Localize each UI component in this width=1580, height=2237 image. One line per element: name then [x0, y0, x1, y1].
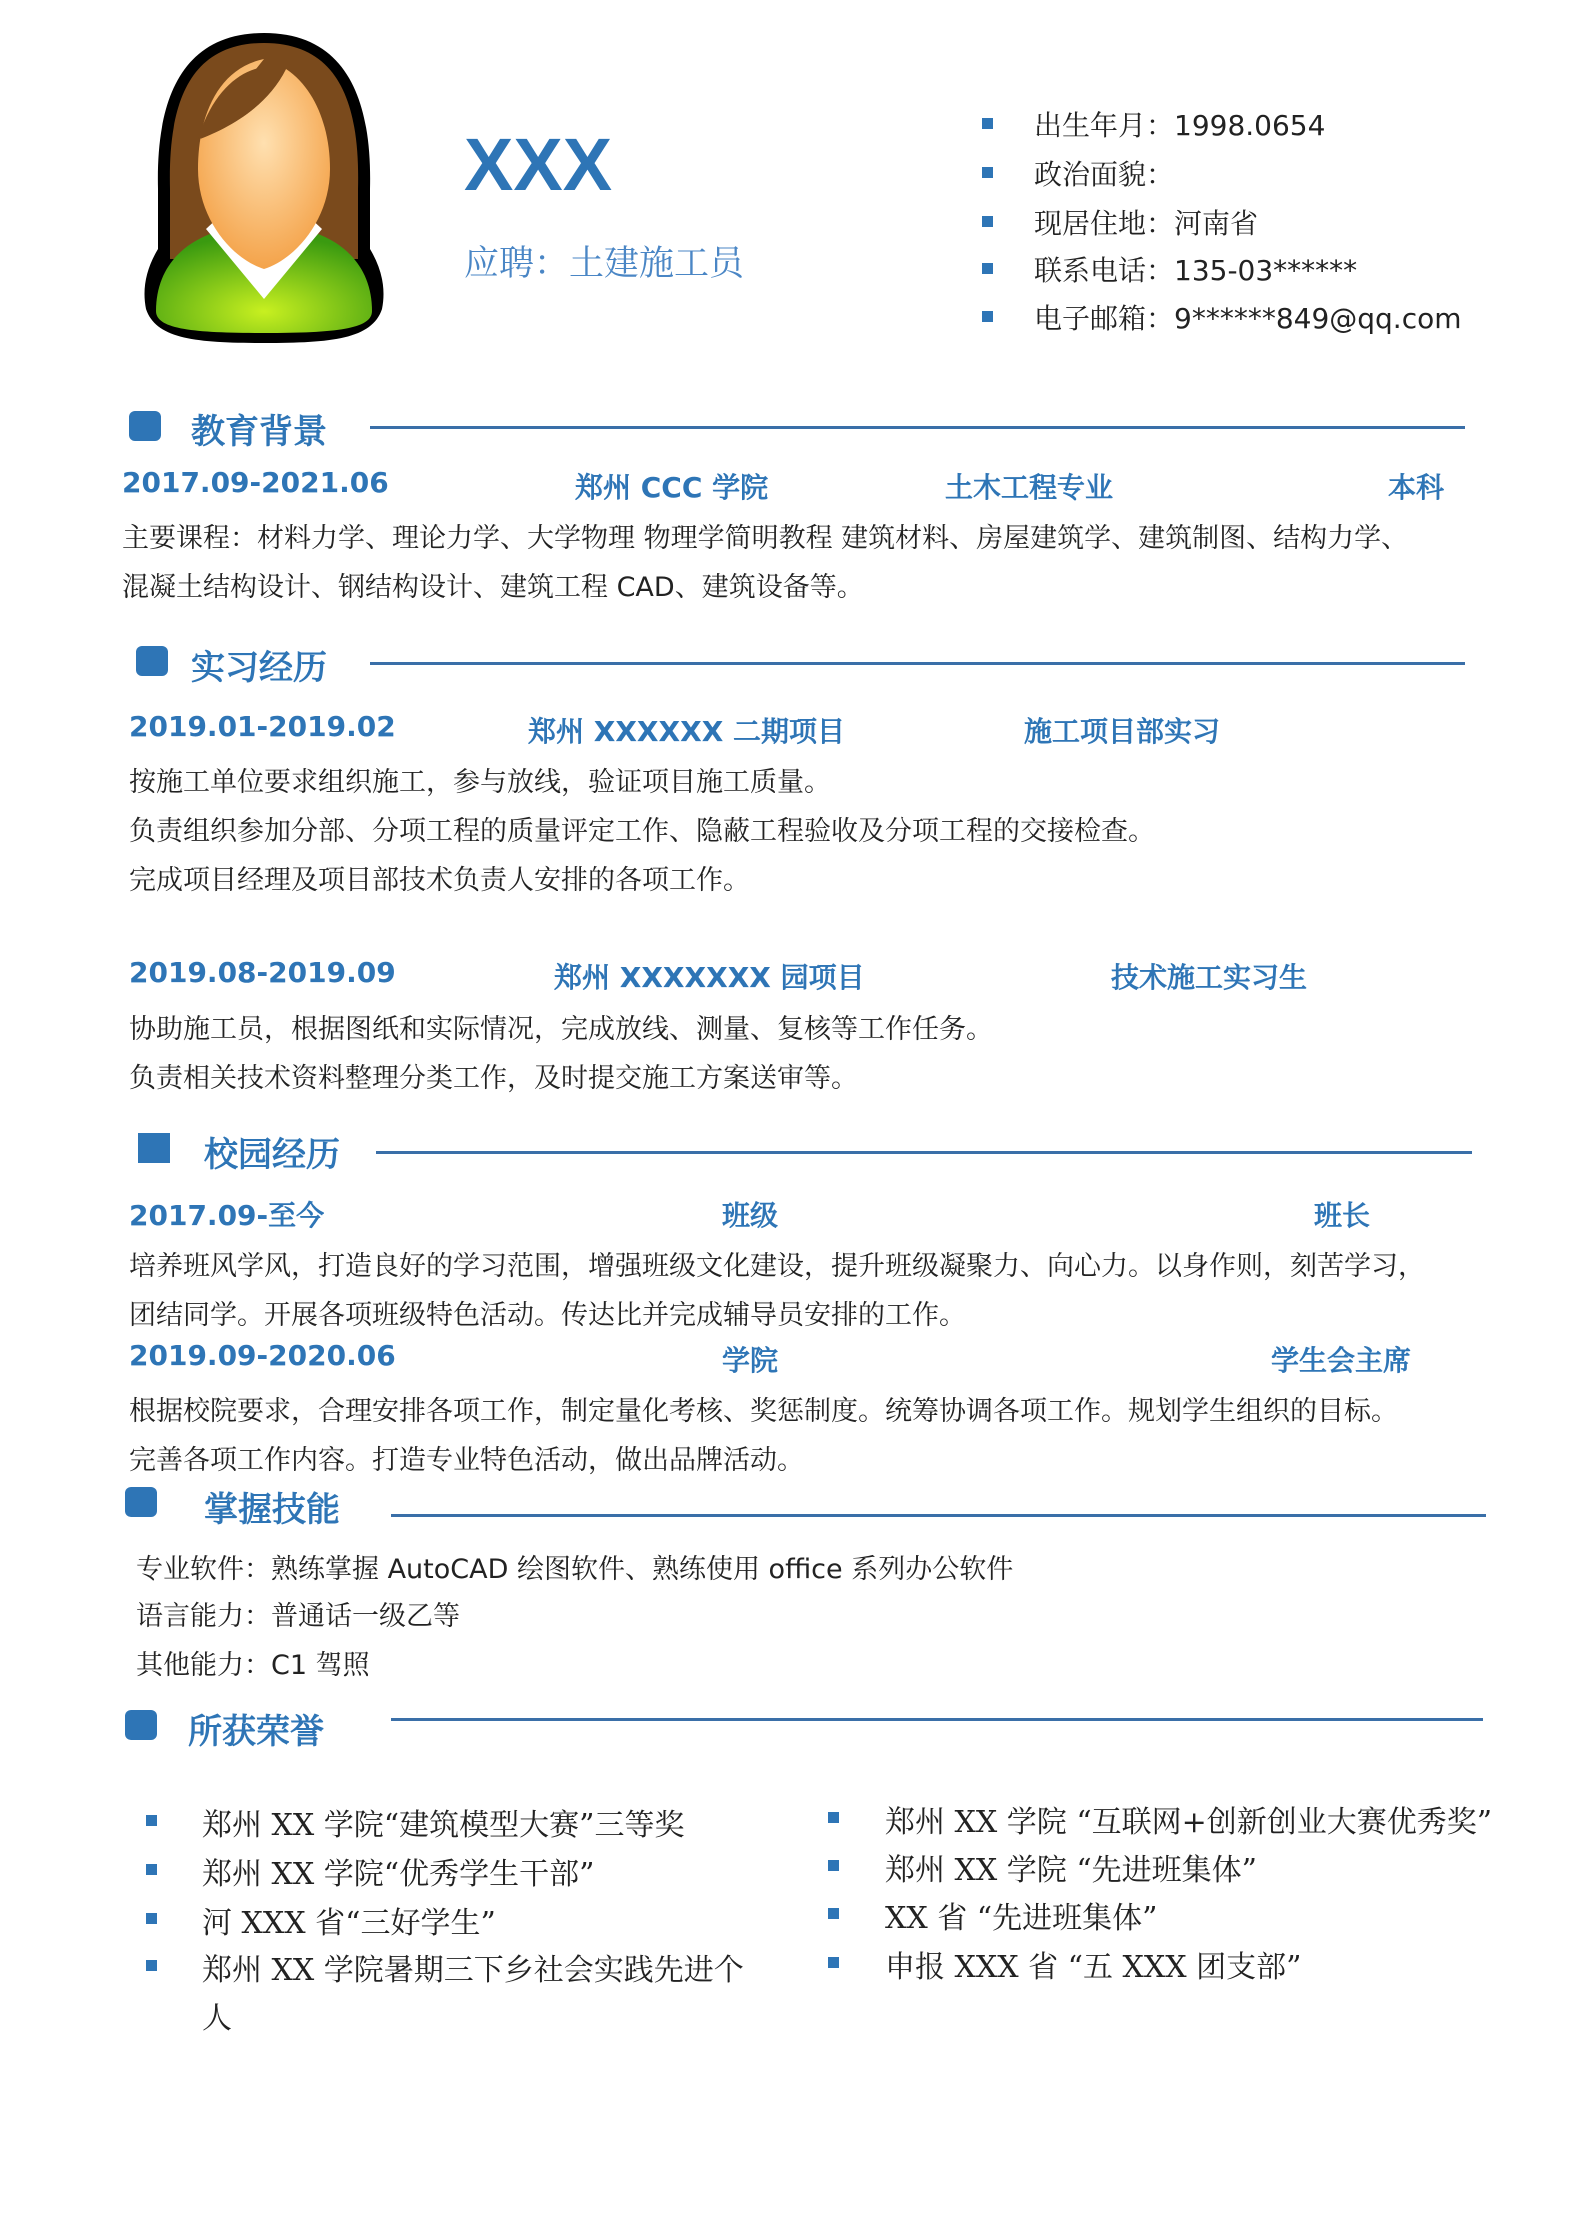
campus-line: 团结同学。开展各项班级特色活动。传达比并完成辅导员安排的工作。 — [129, 1300, 966, 1331]
divider — [391, 1514, 1486, 1517]
intern-role: 技术施工实习生 — [1111, 961, 1308, 994]
campus-date: 2019.09-2020.06 — [129, 1339, 396, 1372]
job-target: 应聘：土建施工员 — [464, 244, 745, 284]
bullet-icon — [828, 1812, 839, 1823]
edu-school: 郑州 CCC 学院 — [575, 471, 769, 504]
intern-date: 2019.08-2019.09 — [129, 956, 396, 989]
divider — [370, 662, 1465, 665]
intern-project: 郑州 XXXXXX 二期项目 — [528, 715, 846, 748]
bullet-icon — [146, 1913, 157, 1924]
honor-item: 河 XXX 省“三好学生” — [202, 1906, 496, 1941]
section-marker-icon — [136, 646, 168, 676]
intern-line: 完成项目经理及项目部技术负责人安排的各项工作。 — [129, 865, 750, 896]
honor-item-cont: 人 — [202, 2001, 232, 2036]
bullet-icon — [982, 118, 993, 129]
section-marker-icon — [129, 411, 161, 441]
edu-date: 2017.09-2021.06 — [122, 466, 389, 499]
info-politics: 政治面貌： — [1034, 158, 1175, 191]
section-marker-icon — [125, 1487, 157, 1517]
campus-line: 完善各项工作内容。打造专业特色活动，做出品牌活动。 — [129, 1445, 804, 1476]
campus-line: 培养班风学风，打造良好的学习范围，增强班级文化建设，提升班级凝聚力、向心力。以身作则，刻苦学习， — [129, 1251, 1425, 1282]
intern-role: 施工项目部实习 — [1024, 715, 1221, 748]
info-birth: 出生年月：1998.0654 — [1034, 109, 1326, 142]
section-title-campus: 校园经历 — [204, 1135, 340, 1175]
honor-item: 郑州 XX 学院 “先进班集体” — [885, 1853, 1257, 1888]
bullet-icon — [146, 1864, 157, 1875]
honor-item: 郑州 XX 学院暑期三下乡社会实践先进个 — [202, 1953, 744, 1988]
bullet-icon — [146, 1815, 157, 1826]
section-title-education: 教育背景 — [191, 412, 327, 452]
section-marker-icon — [125, 1710, 157, 1740]
honor-item: 郑州 XX 学院“优秀学生干部” — [202, 1857, 595, 1892]
intern-line: 负责组织参加分部、分项工程的质量评定工作、隐蔽工程验收及分项工程的交接检查。 — [129, 816, 1155, 847]
campus-line: 根据校院要求，合理安排各项工作，制定量化考核、奖惩制度。统筹协调各项工作。规划学生组织的目标。 — [129, 1396, 1398, 1427]
campus-org: 班级 — [722, 1199, 779, 1232]
skill-line: 其他能力：C1 驾照 — [136, 1650, 370, 1681]
intern-line: 按施工单位要求组织施工，参与放线，验证项目施工质量。 — [129, 767, 831, 798]
intern-line: 协助施工员，根据图纸和实际情况，完成放线、测量、复核等工作任务。 — [129, 1014, 993, 1045]
avatar — [136, 29, 392, 347]
info-phone: 联系电话：135-03****** — [1034, 254, 1358, 287]
divider — [376, 1151, 1472, 1154]
campus-date: 2017.09-至今 — [129, 1199, 325, 1232]
edu-degree: 本科 — [1388, 471, 1445, 504]
section-marker-icon — [138, 1133, 170, 1163]
bullet-icon — [828, 1860, 839, 1871]
info-residence: 现居住地：河南省 — [1034, 207, 1259, 240]
section-title-skills: 掌握技能 — [204, 1490, 340, 1530]
honor-item: 郑州 XX 学院 “互联网+创新创业大赛优秀奖” — [885, 1805, 1493, 1840]
skill-line: 语言能力：普通话一级乙等 — [136, 1601, 460, 1632]
edu-courses: 主要课程：材料力学、理论力学、大学物理 物理学简明教程 建筑材料、房屋建筑学、建筑制图、结构力学、 — [122, 523, 1409, 554]
candidate-name: XXX — [464, 123, 613, 206]
info-email: 电子邮箱：9******849@qq.com — [1034, 302, 1462, 335]
section-title-internship: 实习经历 — [191, 648, 327, 688]
edu-major: 土木工程专业 — [945, 471, 1114, 504]
bullet-icon — [982, 167, 993, 178]
bullet-icon — [146, 1960, 157, 1971]
campus-org: 学院 — [722, 1344, 779, 1377]
edu-courses: 混凝土结构设计、钢结构设计、建筑工程 CAD、建筑设备等。 — [122, 572, 864, 603]
intern-date: 2019.01-2019.02 — [129, 710, 396, 743]
skill-line: 专业软件：熟练掌握 AutoCAD 绘图软件、熟练使用 office 系列办公软件 — [136, 1554, 1014, 1585]
honor-item: XX 省 “先进班集体” — [885, 1901, 1158, 1936]
intern-project: 郑州 XXXXXXX 园项目 — [554, 961, 865, 994]
campus-role: 班长 — [1314, 1199, 1371, 1232]
bullet-icon — [828, 1908, 839, 1919]
campus-role: 学生会主席 — [1271, 1344, 1412, 1377]
intern-line: 负责相关技术资料整理分类工作，及时提交施工方案送审等。 — [129, 1063, 858, 1094]
bullet-icon — [828, 1957, 839, 1968]
divider — [391, 1718, 1483, 1721]
honor-item: 郑州 XX 学院“建筑模型大赛”三等奖 — [202, 1808, 685, 1843]
honor-item: 申报 XXX 省 “五 XXX 团支部” — [885, 1950, 1302, 1985]
bullet-icon — [982, 216, 993, 227]
bullet-icon — [982, 311, 993, 322]
bullet-icon — [982, 263, 993, 274]
section-title-honors: 所获荣誉 — [188, 1712, 324, 1752]
divider — [370, 426, 1465, 429]
